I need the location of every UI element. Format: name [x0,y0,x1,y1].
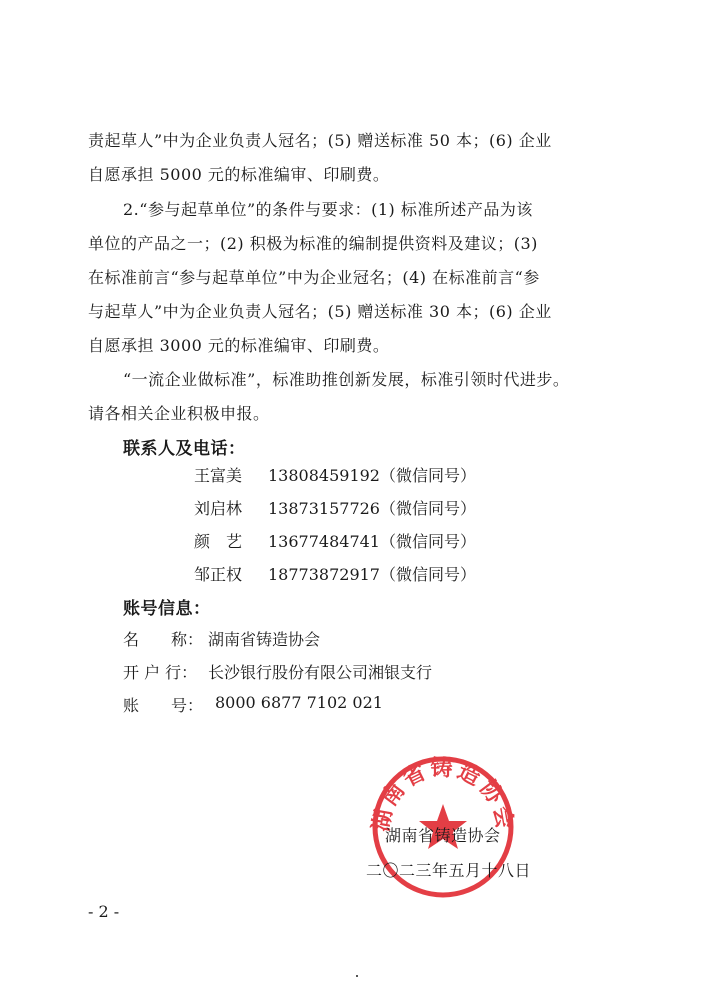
account-name-value: 湖南省铸造协会 [208,630,321,649]
account-number-value: 8000 6877 7102 021 [215,693,383,712]
contact-phone: 13808459192（微信同号） [268,466,476,485]
signature-org: 湖南省铸造协会 [385,826,501,845]
account-bank-label: 开 户 行： [123,663,198,682]
body-line-6: 与起草人”中为企业负责人冠名；(5) 赠送标准 30 本；(6) 企业 [88,302,552,321]
account-bank-value: 长沙银行股份有限公司湘银支行 [208,663,433,682]
body-line-8: “一流企业做标准”，标准助推创新发展，标准引领时代进步。 [123,370,570,389]
body-line-5: 在标准前言“参与起草单位”中为企业冠名；(4) 在标准前言“参 [88,268,540,287]
account-heading: 账号信息： [123,599,211,619]
account-name-label: 名 称： [123,630,204,649]
contact-name: 邹正权 [194,565,243,584]
contact-name: 王富美 [194,466,243,485]
seal-text: 湖南省铸造协会 [368,756,518,834]
body-line-9: 请各相关企业积极申报。 [88,404,270,423]
scan-dot [356,975,358,977]
body-line-3: 2.“参与起草单位”的条件与要求：(1) 标准所述产品为该 [123,200,533,219]
contact-name: 刘启林 [194,499,243,518]
body-line-2: 自愿承担 5000 元的标准编审、印刷费。 [88,165,390,184]
page-number: - 2 - [88,902,120,921]
contact-phone: 18773872917（微信同号） [268,565,476,584]
account-number-label: 账 号： [123,696,204,715]
contact-name: 颜 艺 [194,532,243,551]
body-line-7: 自愿承担 3000 元的标准编审、印刷费。 [88,336,390,355]
contact-phone: 13677484741（微信同号） [268,532,476,551]
body-line-1: 责起草人”中为企业负责人冠名；(5) 赠送标准 50 本；(6) 企业 [88,131,552,150]
body-line-4: 单位的产品之一；(2) 积极为标准的编制提供资料及建议；(3) [88,234,538,253]
contact-phone: 13873157726（微信同号） [268,499,476,518]
signature-date: 二〇二三年五月十八日 [366,861,532,880]
contacts-heading: 联系人及电话： [123,439,246,459]
